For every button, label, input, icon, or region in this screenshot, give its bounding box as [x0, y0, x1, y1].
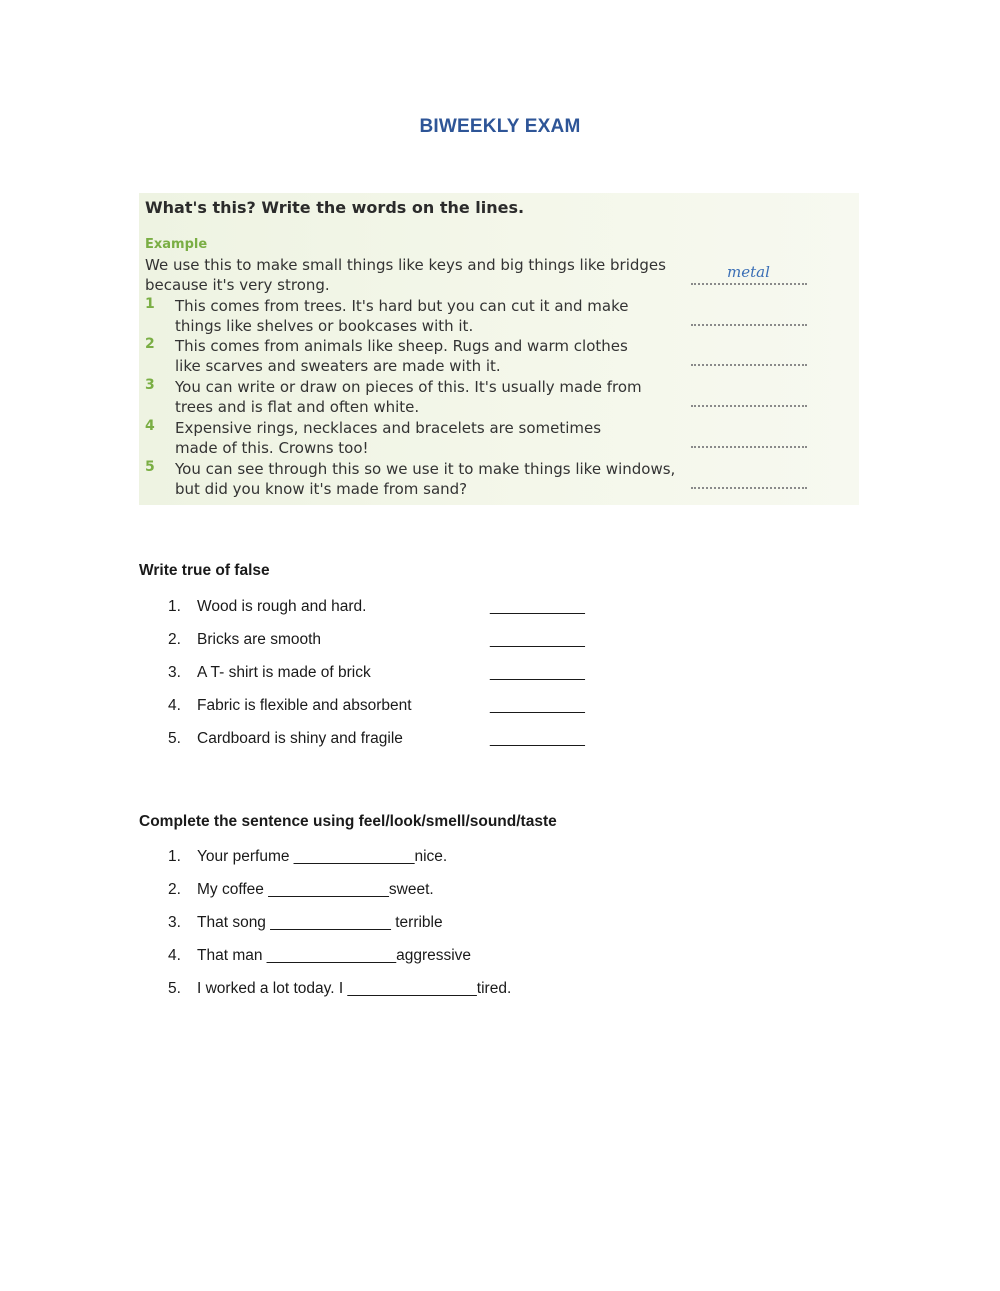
item-line-2: things like shelves or bookcases with it.	[175, 317, 474, 335]
item-text: That song ______________ terrible	[197, 914, 443, 931]
complete-sentence-list	[168, 848, 512, 1013]
item-number: 3.	[168, 914, 181, 931]
item-line-1: Expensive rings, necklaces and bracelets are sometimes	[175, 419, 602, 437]
item-line-1: This comes from animals like sheep. Rugs and warm clothes	[175, 337, 628, 355]
item-text: That man _______________aggressive	[197, 947, 472, 964]
item-number: 5.	[168, 980, 181, 997]
true-false-list	[168, 598, 585, 763]
example-answer: metal	[727, 263, 770, 281]
item-text	[175, 336, 695, 376]
list-item	[168, 631, 585, 664]
item-line-1: You can write or draw on pieces of this. It's usually made from	[175, 378, 642, 396]
item-text: My coffee ______________sweet.	[197, 881, 434, 898]
page-title: BIWEEKLY EXAM	[419, 116, 581, 137]
example-text	[145, 255, 690, 295]
excerpt-item	[139, 418, 829, 458]
item-line-1: This comes from trees. It's hard but you can cut it and make	[175, 297, 629, 315]
item-number: 3.	[168, 664, 181, 681]
answer-blank[interactable]: ___________	[490, 598, 585, 615]
item-number: 4	[145, 418, 155, 434]
item-text: Cardboard is shiny and fragile	[197, 730, 403, 747]
excerpt-item	[139, 377, 829, 417]
item-number: 4.	[168, 697, 181, 714]
item-text: Your perfume ______________nice.	[197, 848, 448, 865]
item-line-2: but did you know it's made from sand?	[175, 480, 468, 498]
item-number: 4.	[168, 947, 181, 964]
true-false-heading: Write true of false	[139, 562, 270, 579]
excerpt-item	[139, 336, 829, 376]
item-line-2: like scarves and sweaters are made with it.	[175, 357, 501, 375]
example-line-1: We use this to make small things like keys and big things like bridges	[145, 256, 666, 274]
item-number: 2	[145, 336, 155, 352]
list-item	[168, 947, 472, 980]
list-item	[168, 730, 585, 763]
answer-blank[interactable]: ___________	[490, 697, 585, 714]
item-number: 5	[145, 459, 155, 475]
list-item	[168, 914, 443, 947]
list-item	[168, 980, 512, 1013]
item-text	[175, 296, 695, 336]
item-text: Fabric is flexible and absorbent	[197, 697, 412, 714]
item-number: 5.	[168, 730, 181, 747]
answer-line[interactable]	[691, 364, 807, 366]
item-number: 2.	[168, 631, 181, 648]
item-number: 2.	[168, 881, 181, 898]
list-item	[168, 697, 585, 730]
list-item	[168, 881, 434, 914]
example-line-2: because it's very strong.	[145, 276, 330, 294]
example-item	[139, 255, 829, 295]
item-text: I worked a lot today. I _______________tired.	[197, 980, 512, 997]
answer-blank[interactable]: ___________	[490, 730, 585, 747]
answer-blank[interactable]: ___________	[490, 631, 585, 648]
complete-sentence-heading: Complete the sentence using feel/look/smell/sound/taste	[139, 813, 557, 830]
excerpt-item	[139, 296, 829, 336]
item-text	[175, 377, 695, 417]
list-item	[168, 598, 585, 631]
list-item	[168, 664, 585, 697]
answer-blank[interactable]: ___________	[490, 664, 585, 681]
item-text: Wood is rough and hard.	[197, 598, 367, 615]
example-label: Example	[145, 237, 208, 252]
list-item	[168, 848, 448, 881]
answer-line[interactable]	[691, 446, 807, 448]
item-text	[175, 459, 695, 499]
excerpt-item	[139, 459, 829, 499]
item-text: A T- shirt is made of brick	[197, 664, 371, 681]
item-number: 1.	[168, 848, 181, 865]
excerpt-instruction: What's this? Write the words on the lines.	[145, 198, 525, 217]
item-text: Bricks are smooth	[197, 631, 322, 648]
vocabulary-excerpt	[139, 193, 859, 505]
item-number: 3	[145, 377, 155, 393]
answer-line	[691, 283, 807, 285]
answer-line[interactable]	[691, 487, 807, 489]
item-line-1: You can see through this so we use it to make things like windows,	[175, 460, 676, 478]
item-line-2: made of this. Crowns too!	[175, 439, 369, 457]
answer-line[interactable]	[691, 405, 807, 407]
item-number: 1	[145, 296, 155, 312]
item-line-2: trees and is flat and often white.	[175, 398, 420, 416]
item-number: 1.	[168, 598, 181, 615]
item-text	[175, 418, 695, 458]
answer-line[interactable]	[691, 324, 807, 326]
